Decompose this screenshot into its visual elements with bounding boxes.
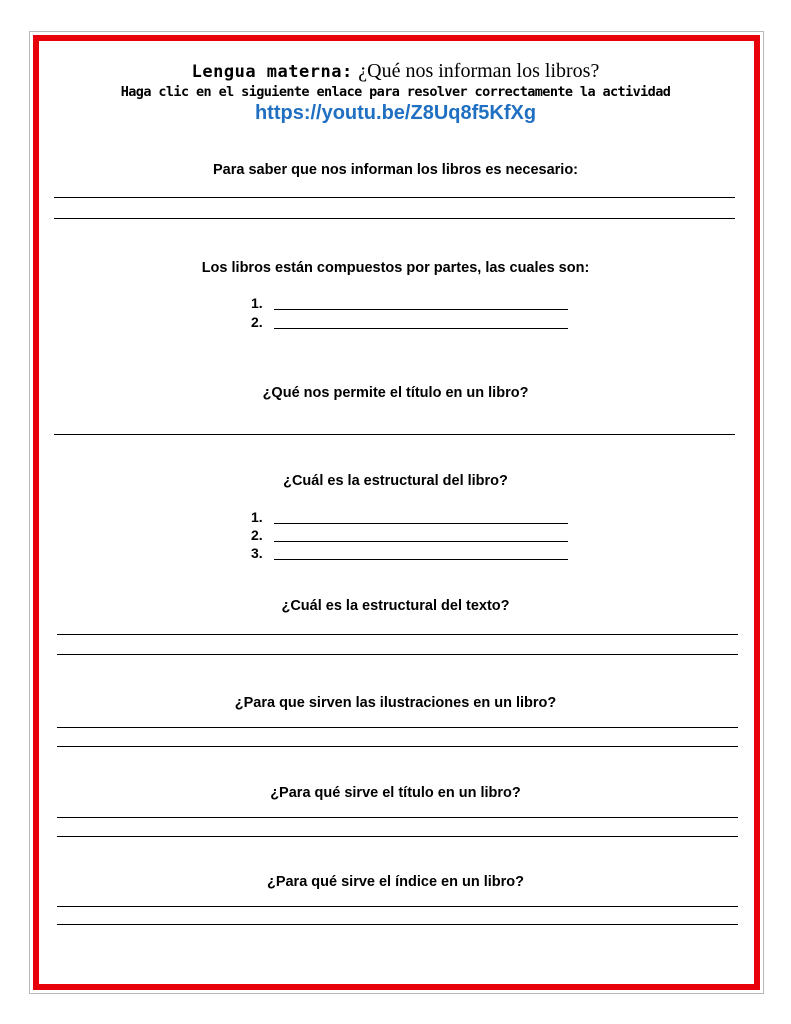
instruction-text: Haga clic en el siguiente enlace para resolver correctamente la actividad <box>120 84 671 100</box>
answer-line[interactable] <box>57 836 738 837</box>
question-3: ¿Qué nos permite el título en un libro? <box>262 385 529 401</box>
list-number-3: 3. <box>251 545 263 561</box>
answer-line[interactable] <box>54 197 735 198</box>
worksheet-title <box>0 60 791 83</box>
title-question: ¿Qué nos informan los libros? <box>358 60 600 82</box>
answer-line[interactable] <box>57 817 738 818</box>
question-5: ¿Cuál es la estructural del texto? <box>281 598 510 614</box>
question-2: Los libros están compuestos por partes, las cuales son: <box>201 260 590 276</box>
page-red-border <box>33 35 760 990</box>
answer-line[interactable] <box>57 654 738 655</box>
answer-line[interactable] <box>54 218 735 219</box>
list-number-1: 1. <box>251 295 263 311</box>
subject-label: Lengua materna: <box>191 62 353 82</box>
answer-line[interactable] <box>274 541 568 542</box>
list-number-2: 2. <box>251 314 263 330</box>
question-7: ¿Para qué sirve el título en un libro? <box>270 785 521 801</box>
answer-line[interactable] <box>274 309 568 310</box>
answer-line[interactable] <box>54 434 735 435</box>
question-4: ¿Cuál es la estructural del libro? <box>283 473 508 489</box>
list-number-2: 2. <box>251 527 263 543</box>
answer-line[interactable] <box>57 924 738 925</box>
answer-line[interactable] <box>274 328 568 329</box>
answer-line[interactable] <box>274 559 568 560</box>
answer-line[interactable] <box>57 746 738 747</box>
list-number-1: 1. <box>251 509 263 525</box>
question-8: ¿Para qué sirve el índice en un libro? <box>266 874 525 890</box>
answer-line[interactable] <box>57 727 738 728</box>
answer-line[interactable] <box>57 634 738 635</box>
video-link[interactable]: https://youtu.be/Z8Uq8f5KfXg <box>254 102 537 124</box>
answer-line[interactable] <box>274 523 568 524</box>
question-6: ¿Para que sirven las ilustraciones en un libro? <box>234 695 557 711</box>
answer-line[interactable] <box>57 906 738 907</box>
question-1: Para saber que nos informan los libros es necesario: <box>212 162 579 178</box>
